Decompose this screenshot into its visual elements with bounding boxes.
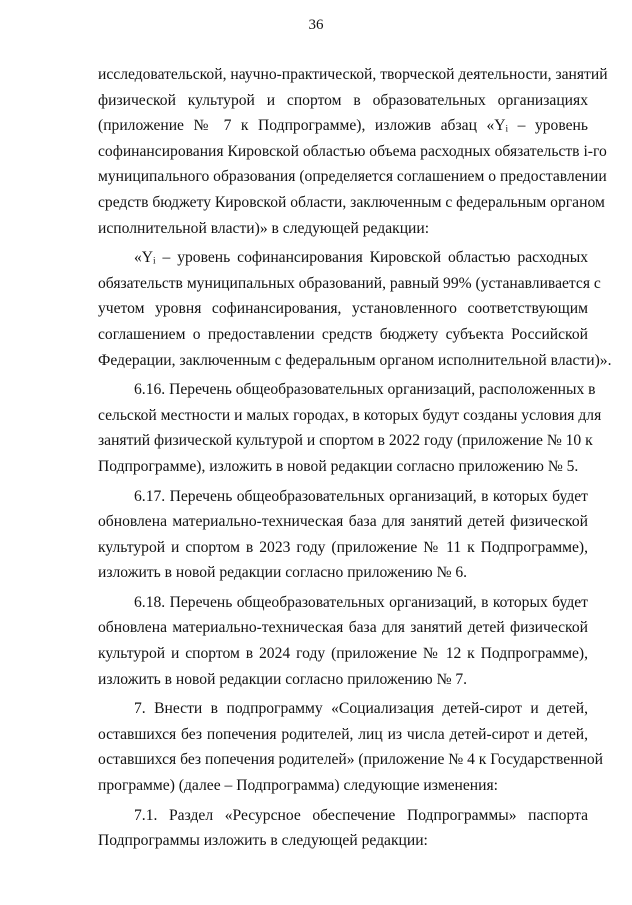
text-line: физической культурой и спортом в образовательных организациях <box>98 91 588 109</box>
text-line: учетом уровня софинансирования, установленного соответствующим <box>98 300 588 318</box>
text-line: изложить в новой редакции согласно приложению № 6. <box>98 564 468 582</box>
text-line: Федерации, заключенным с федеральным органом исполнительной власти)». <box>98 351 612 369</box>
paragraph-5 <box>98 590 588 692</box>
paragraph-2 <box>98 245 612 373</box>
text-line: оставшихся без попечения родителей, лиц из числа детей-сирот и детей, <box>98 725 588 743</box>
text-line: Подпрограмме), изложить в новой редакции согласно приложению № 5. <box>98 457 579 475</box>
text-line: софинансирования Кировской областью объема расходных обязательств i-го <box>98 142 607 160</box>
text-line: 6.17. Перечень общеобразовательных организаций, в которых будет <box>134 487 588 505</box>
paragraph-6 <box>98 696 604 798</box>
page-number: 36 <box>308 17 324 33</box>
text-line: оставшихся без попечения родителей» (приложение № 4 к Государственной <box>98 751 604 769</box>
paragraph-7 <box>98 803 588 854</box>
text-line: изложить в новой редакции согласно приложению № 7. <box>98 670 468 688</box>
text-line: (приложение № 7 к Подпрограмме), изложив абзац «Yᵢ – уровень <box>98 117 588 135</box>
text-line: «Yᵢ – уровень софинансирования Кировской областью расходных <box>134 249 588 267</box>
text-line: Подпрограммы изложить в следующей редакции: <box>98 832 428 850</box>
text-line: исследовательской, научно-практической, творческой деятельности, занятий <box>98 66 608 83</box>
text-line: сельской местности и малых городах, в которых будут созданы условия для <box>98 406 602 424</box>
text-line: занятий физической культурой и спортом в 2022 году (приложение № 10 к <box>98 432 593 450</box>
text-line: обязательств муниципальных образований, равный 99% (устанавливается с <box>98 274 601 292</box>
text-line: 6.16. Перечень общеобразовательных организаций, расположенных в <box>134 381 596 399</box>
paragraph-3 <box>98 377 602 479</box>
text-line: соглашением о предоставлении средств бюджету субъекта Российской <box>98 325 588 343</box>
text-line: обновлена материально-техническая база для занятий детей физической <box>98 513 588 531</box>
text-line: программе) (далее – Подпрограмма) следующие изменения: <box>98 777 498 795</box>
text-line: 7.1. Раздел «Ресурсное обеспечение Подпрограммы» паспорта <box>134 806 588 824</box>
paragraph-1 <box>98 62 608 241</box>
text-line: обновлена материально-техническая база для занятий детей физической <box>98 619 588 637</box>
text-line: исполнительной власти)» в следующей редакции: <box>98 219 430 237</box>
text-line: культурой и спортом в 2024 году (приложение № 12 к Подпрограмме), <box>98 645 588 663</box>
text-line: муниципального образования (определяется соглашением о предоставлении <box>98 168 607 186</box>
text-line: 6.18. Перечень общеобразовательных организаций, в которых будет <box>134 593 588 611</box>
text-line: 7. Внести в подпрограмму «Социализация детей-сирот и детей, <box>134 700 588 718</box>
text-line: средств бюджету Кировской области, заключенным с федеральным органом <box>98 193 605 211</box>
document-body <box>98 62 612 854</box>
text-line: культурой и спортом в 2023 году (приложение № 11 к Подпрограмме), <box>98 538 588 556</box>
paragraph-4 <box>98 484 588 586</box>
